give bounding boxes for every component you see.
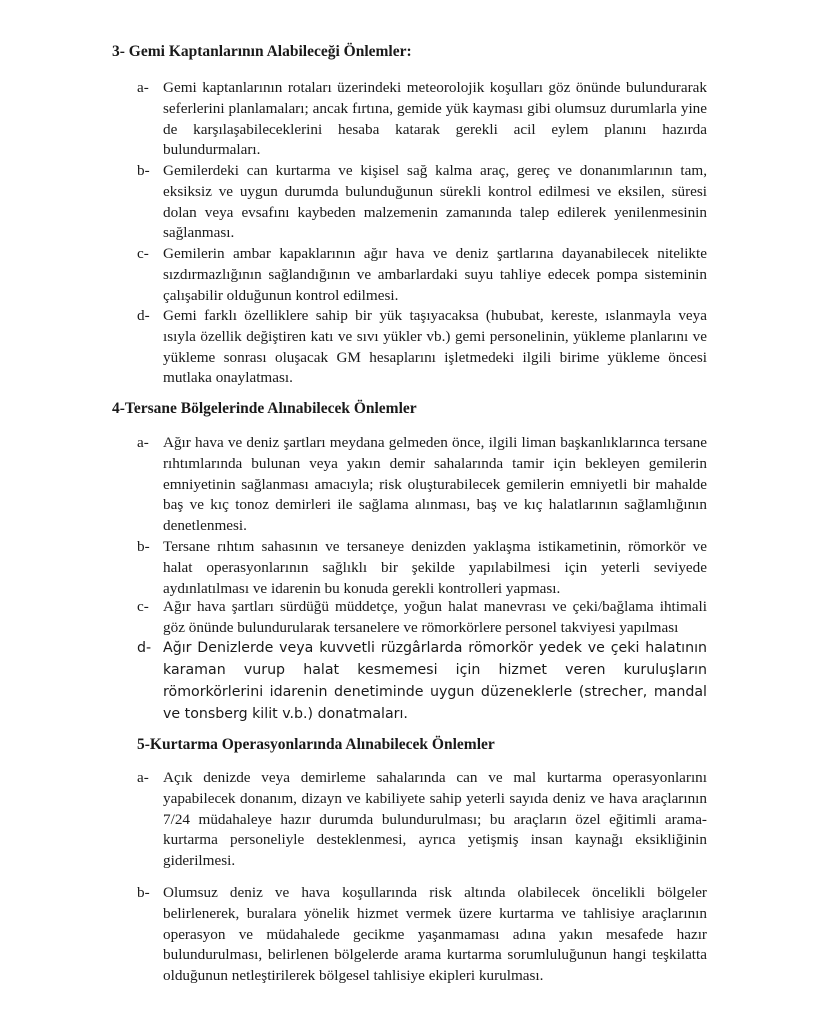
section-5-item-b bbox=[137, 883, 707, 987]
item-marker: a- bbox=[137, 434, 149, 451]
section-3-heading: 3- Gemi Kaptanlarının Alabileceği Önlemler: bbox=[112, 43, 412, 60]
item-text: Gemi farklı özelliklere sahip bir yük taşıyacaksa (hububat, kereste, ıslanmayla veya ısıyla özellik değiştiren katı ve sıvı yükler vb.) gemi personelinin, yükleme planlarını ve yükleme sonrası oluşacak GM hesaplarını işletmedeki ilgili birime yükleme öncesi mutlaka onaylatması. bbox=[163, 307, 707, 387]
item-marker: b- bbox=[137, 162, 150, 179]
section-4-heading: 4-Tersane Bölgelerinde Alınabilecek Önlemler bbox=[112, 400, 417, 417]
section-3-item-d bbox=[137, 306, 707, 389]
item-text: Gemilerin ambar kapaklarının ağır hava ve deniz şartlarına dayanabilecek nitelikte sızdırmazlığının sağlandığının ve ambarlardaki suyu tahliye edecek pompa sisteminin çalışabilir olduğunun kontrol edilmesi. bbox=[163, 245, 707, 304]
section-3-item-c bbox=[137, 244, 707, 306]
section-3-item-a bbox=[137, 78, 707, 161]
item-marker: c- bbox=[137, 245, 149, 262]
item-marker: b- bbox=[137, 538, 150, 555]
item-marker: a- bbox=[137, 79, 149, 96]
item-text: Tersane rıhtım sahasının ve tersaneye denizden yaklaşma istikametinin, römorkör ve halat operasyonlarının sağlıklı bir şekilde yapılabilmesi için yeterli seviyede aydınlatılması ve idarenin bu konuda gerekli kontrolleri yapması. bbox=[163, 538, 707, 597]
item-text: Gemi kaptanlarının rotaları üzerindeki meteorolojik koşulları göz önünde bulundurarak seferlerini planlamaları; ancak fırtına, gemide yük kayması gibi olumsuz durumlarla yine de karşılaşabileceklerini hesaba katarak gerekli acil eylem planını hazırda bulundurmaları. bbox=[163, 79, 707, 159]
item-text: Açık denizde veya demirleme sahalarında can ve mal kurtarma operasyonlarını yapabilecek donanım, dizayn ve kabiliyete sahip yeterli sayıda deniz ve hava araçlarının 7/24 müdahaleye hazır durumda bulundurulması; bu araçların özel eğitimli arama-kurtarma personeliyle desteklenmesi, ayrıca yetişmiş insan kaynağı eksikliğinin giderilmesi. bbox=[163, 769, 707, 870]
item-marker: d- bbox=[137, 640, 152, 656]
item-marker: b- bbox=[137, 884, 150, 901]
item-marker: d- bbox=[137, 307, 150, 324]
item-marker: a- bbox=[137, 769, 149, 786]
section-4-item-d bbox=[137, 637, 707, 725]
section-4-item-b bbox=[137, 537, 707, 599]
item-text: Ağır hava şartları sürdüğü müddetçe, yoğun halat manevrası ve çeki/bağlama ihtimali göz önünde bulundurularak tersanelere ve römorkörlere personel takviyesi yapılması bbox=[163, 598, 707, 636]
section-4-item-c bbox=[137, 597, 707, 639]
section-5-item-a bbox=[137, 768, 707, 872]
item-marker: c- bbox=[137, 598, 149, 615]
item-text: Gemilerdeki can kurtarma ve kişisel sağ kalma araç, gereç ve donanımlarının tam, eksiksiz ve uygun durumda bulunduğunun sürekli kontrol edilmesi ve eksilen, süresi dolan veya evsafını kaybeden malzemenin zamanında talep edilerek yenilenmesinin sağlanması. bbox=[163, 162, 707, 242]
section-4-item-a bbox=[137, 433, 707, 537]
item-text: Olumsuz deniz ve hava koşullarında risk altında olabilecek öncelikli bölgeler belirlenerek, buralara yönelik hizmet vermek üzere kurtarma ve tahlisiye araçlarının operasyon ve müdahalede gecikme yaşanmaması adına yakın mesafede hazır bulundurulması, belirlenen bölgelerde arama kurtarma sorumluluğunun hangi teşkilatta olduğunun netleştirilerek bölgesel tahlisiye ekipleri kurulması. bbox=[163, 884, 707, 985]
item-text: Ağır hava ve deniz şartları meydana gelmeden önce, ilgili liman başkanlıklarınca tersane rıhtımlarında bulunan veya yakın demir sahalarında tamir için bekleyen gemilerin emniyetinin sağlanması amacıyla; risk oluşturabilecek gemilerin emniyetli bir mahalde baş ve kıç tonoz demirleri ile sağlama alınması, baş ve kıç halatlarının sağlamlığının denetlenmesi. bbox=[163, 434, 707, 535]
section-5-heading: 5-Kurtarma Operasyonlarında Alınabilecek Önlemler bbox=[137, 736, 495, 753]
item-text: Ağır Denizlerde veya kuvvetli rüzgârlarda römorkör yedek ve çeki halatının karaman vurup halat kesmemesi için hizmet veren kuruluşların römorkörlerini idarenin denetiminde uygun düzeneklerle (strecher, mandal ve tonsberg kilit v.b.) donatmaları. bbox=[163, 640, 707, 722]
section-3-item-b bbox=[137, 161, 707, 244]
